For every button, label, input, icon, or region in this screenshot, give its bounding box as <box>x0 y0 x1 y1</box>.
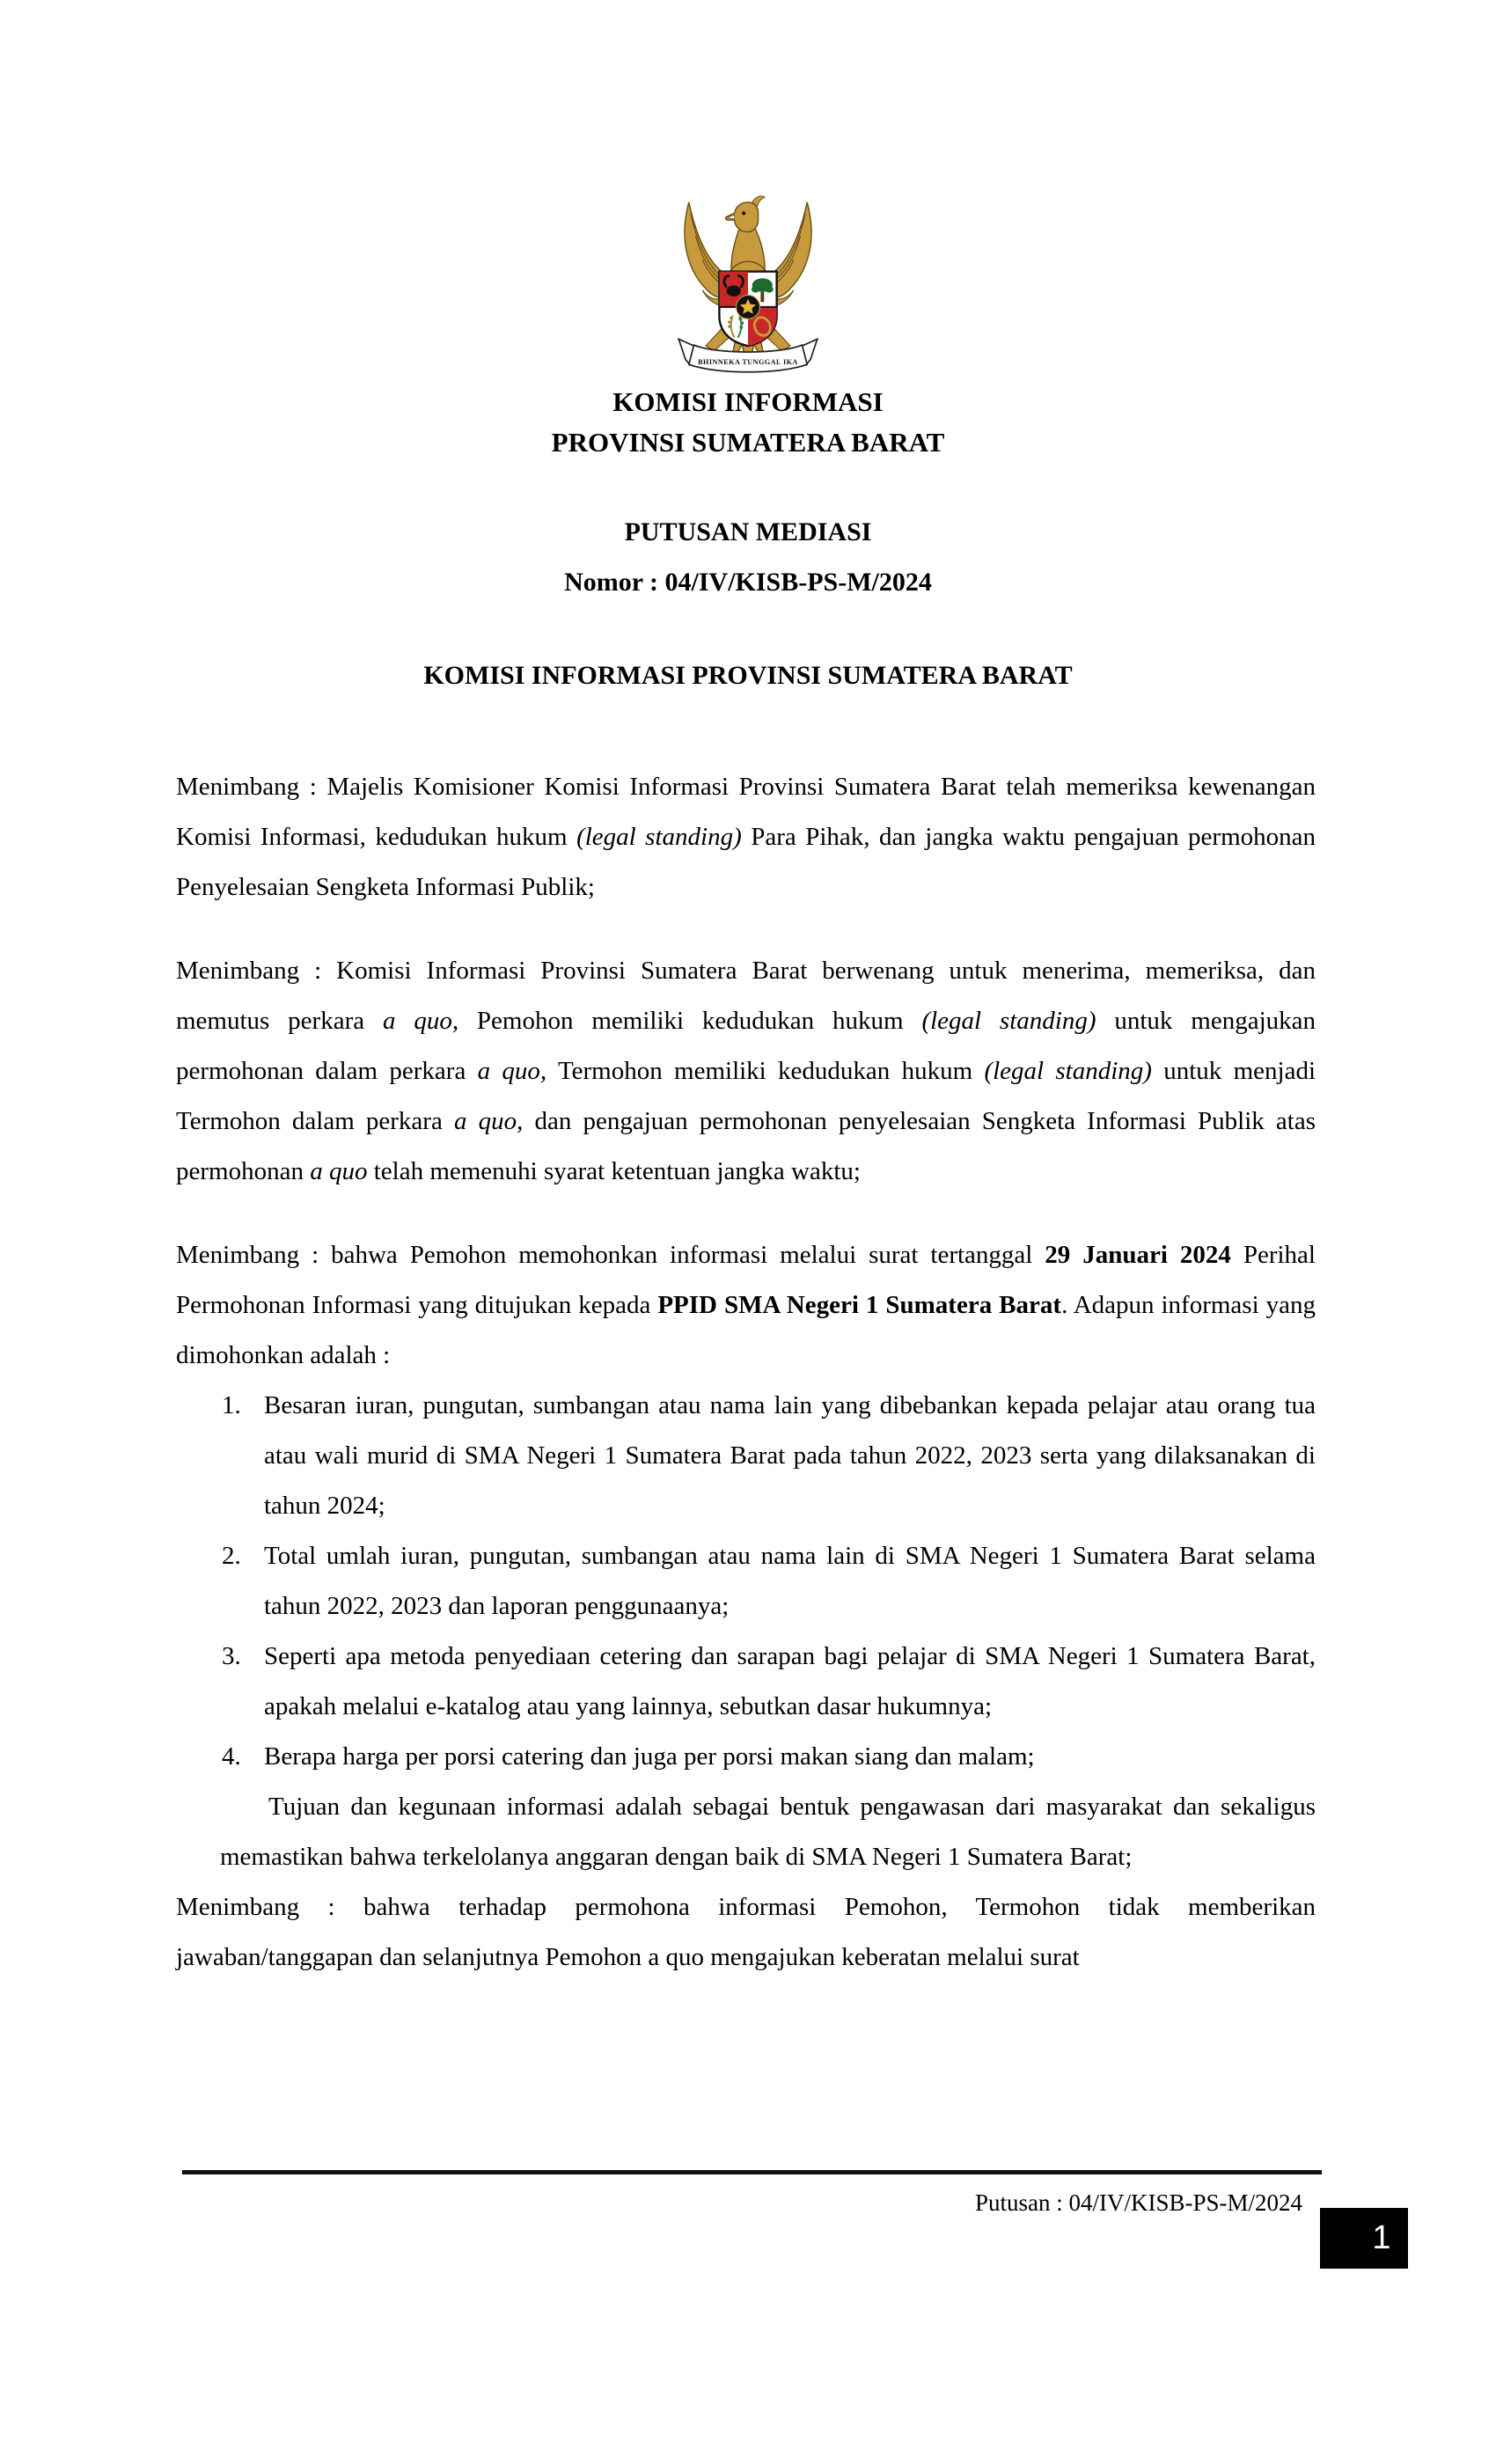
paragraph-considering-1: Menimbang : Majelis Komisioner Komisi Informasi Provinsi Sumatera Barat telah memeriksa kewenangan Komisi Informasi, kedudukan hukum (legal standing) Para Pihak, dan jangka waktu pengajuan permohonan Penyelesaian Sengketa Informasi Publik; <box>176 773 1316 901</box>
requested-information-list <box>176 1381 1316 1782</box>
list-item-number: 2. <box>222 1542 241 1570</box>
paragraph-considering-2: Menimbang : Komisi Informasi Provinsi Sumatera Barat berwenang untuk menerima, memeriksa, dan memutus perkara a quo, Pemohon memiliki kedudukan hukum (legal standing) untuk mengajukan permohonan dalam perkara a quo, Termohon memiliki kedudukan hukum (legal standing) untuk menjadi Termohon dalam perkara a quo, dan pengajuan permohonan penyelesaian Sengketa Informasi Publik atas permohonan a quo telah memenuhi syarat ketentuan jangka waktu; <box>176 957 1316 1185</box>
list-item <box>176 1381 1316 1531</box>
list-item <box>176 1531 1316 1632</box>
list-item-text: Total umlah iuran, pungutan, sumbangan atau nama lain di SMA Negeri 1 Sumatera Barat selama tahun 2022, 2023 dan laporan penggunaanya; <box>264 1542 1316 1620</box>
list-item <box>176 1632 1316 1732</box>
section-heading: KOMISI INFORMASI PROVINSI SUMATERA BARAT <box>423 661 1073 690</box>
document-title-block <box>0 507 1496 607</box>
paragraph-considering-4: Menimbang : bahwa terhadap permohona informasi Pemohon, Termohon tidak memberikan jawaban/tanggapan dan selanjutnya Pemohon a quo mengajukan keberatan melalui surat <box>176 1893 1316 1971</box>
list-item-text: Seperti apa metoda penyediaan cetering dan sarapan bagi pelajar di SMA Negeri 1 Sumatera Barat, apakah melalui e-katalog atau yang lainnya, sebutkan dasar hukumnya; <box>264 1642 1316 1720</box>
list-item-number: 4. <box>222 1742 241 1771</box>
garuda-pancasila-emblem <box>664 190 832 377</box>
footer-divider-rule <box>182 2170 1322 2174</box>
organization-name <box>0 382 1496 463</box>
list-item-number: 1. <box>222 1391 241 1419</box>
list-item <box>176 1732 1316 1782</box>
organization-name-line1: KOMISI INFORMASI <box>612 386 884 417</box>
organization-name-line2: PROVINSI SUMATERA BARAT <box>551 427 945 458</box>
footer-reference: Putusan : 04/IV/KISB-PS-M/2024 <box>974 2189 1302 2216</box>
emblem-container <box>0 0 1496 377</box>
document-number: Nomor : 04/IV/KISB-PS-M/2024 <box>564 568 932 597</box>
paragraph-considering-3: Menimbang : bahwa Pemohon memohonkan informasi melalui surat tertanggal 29 Januari 2024 Perihal Permohonan Informasi yang ditujukan kepada PPID SMA Negeri 1 Sumatera Barat. Adapun informasi yang dimohonkan adalah : <box>176 1241 1316 1369</box>
emblem-banner-text: BHINNEKA TUNGGAL IKA <box>698 358 798 367</box>
document-body <box>176 762 1316 1983</box>
page-number: 1 <box>1372 2219 1391 2256</box>
list-item-number: 3. <box>222 1642 241 1670</box>
paragraph-purpose: Tujuan dan kegunaan informasi adalah sebagai bentuk pengawasan dari masyarakat dan sekaligus memastikan bahwa terkelolanya anggaran dengan baik di SMA Negeri 1 Sumatera Barat; <box>220 1793 1316 1871</box>
document-type-title: PUTUSAN MEDIASI <box>624 517 872 546</box>
page-number-badge <box>1320 2208 1408 2269</box>
list-item-text: Besaran iuran, pungutan, sumbangan atau nama lain yang dibebankan kepada pelajar atau orang tua atau wali murid di SMA Negeri 1 Sumatera Barat pada tahun 2022, 2023 serta yang dilaksanakan di tahun 2024; <box>264 1391 1316 1520</box>
list-item-text: Berapa harga per porsi catering dan juga per porsi makan siang dan malam; <box>264 1742 1035 1771</box>
